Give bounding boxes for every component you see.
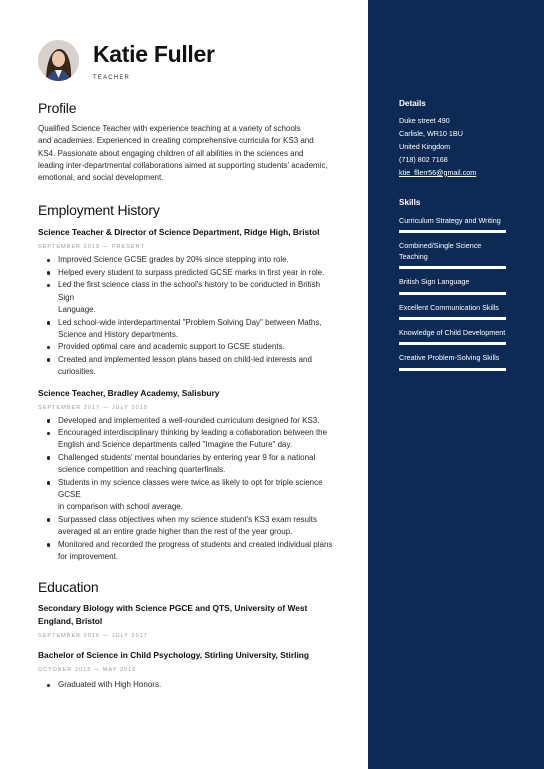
bullet-item [38, 341, 338, 353]
skill-name [399, 327, 506, 338]
text-line: and academies. Experienced in creating comprehensive curricula for KS3 and [38, 136, 314, 146]
country: United Kingdom [399, 141, 451, 151]
job-entry [38, 387, 338, 564]
bullet-item [38, 452, 338, 477]
job-entry [38, 226, 338, 378]
education-date: OCTOBER 2013 — MAY 2016 [38, 667, 137, 674]
bullet-item [38, 539, 338, 564]
employment-heading: Employment History [38, 202, 160, 219]
skill-item [399, 276, 506, 294]
text-line: Encouraged interdisciplinary thinking by leading a collaboration between the [58, 427, 328, 437]
name-block [93, 41, 215, 81]
phone: (718) 802 7168 [399, 154, 448, 164]
bullet-item [38, 354, 338, 379]
text-line: Language. [58, 305, 96, 315]
job-bullets [38, 254, 338, 378]
employment-list [38, 226, 338, 563]
text-line: KS4. Passionate about engaging children of all abilities in the sciences and [38, 148, 304, 158]
profile-text [38, 123, 336, 184]
sidebar [368, 0, 544, 769]
bullet-item [38, 679, 338, 691]
address-line-2: Carlisle, WR10 1BU [399, 128, 463, 138]
education-title [38, 649, 338, 662]
text-line: Secondary Biology with Science PGCE and QTS, University of West [38, 603, 308, 614]
text-line: averaged at an entire grade higher than the rest of the year group. [58, 527, 293, 537]
skill-item [399, 240, 506, 270]
job-date: SEPTEMBER 2017 — JULY 2019 [38, 404, 148, 411]
skills-list [399, 215, 506, 371]
skill-name [399, 215, 506, 226]
text-line: curiosities. [58, 367, 96, 377]
bullet-item [38, 267, 338, 279]
text-line: Monitored and recorded the progress of students and created individual plans [58, 539, 333, 549]
text-line: English and Science departments called "Imagine the Future" day. [58, 440, 293, 450]
education-entry [38, 602, 338, 640]
skill-name [399, 276, 506, 287]
bullet-item [38, 317, 338, 342]
person-role: TEACHER [93, 74, 131, 81]
bullet-item [38, 514, 338, 539]
text-line: Led school-wide interdepartmental "Problem Solving Day" between Maths, [58, 317, 322, 327]
skill-level-bar [399, 266, 506, 269]
bullet-item [38, 477, 338, 514]
skill-item [399, 352, 506, 370]
main-content [38, 99, 338, 692]
text-line: Combined/Single Science [399, 240, 482, 250]
text-line: science competition and reaching quarterfinals. [58, 465, 226, 475]
job-title: Science Teacher, Bradley Academy, Salisbury [38, 387, 220, 398]
profile-heading: Profile [38, 100, 77, 116]
text-line: Created and implemented lesson plans based on child-led interests and [58, 354, 312, 364]
bullet-item [38, 254, 338, 266]
education-date: SEPTEMBER 2016 — JULY 2017 [38, 633, 148, 640]
address-line-1: Duke street 490 [399, 116, 450, 125]
skill-item [399, 327, 506, 345]
details-block [399, 115, 506, 180]
text-line: Bachelor of Science in Child Psychology, Stirling University, Stirling [38, 650, 309, 661]
text-line: Students in my science classes were twice as likely to opt for triple science GCSE [58, 477, 323, 499]
text-line: England, Bristol [38, 616, 103, 627]
text-line: Graduated with High Honors. [58, 680, 162, 690]
text-line: Teaching [399, 252, 428, 262]
skill-item [399, 215, 506, 233]
skill-name [399, 302, 506, 313]
skill-level-bar [399, 317, 506, 320]
text-line: in comparison with school average. [58, 502, 183, 512]
text-line: Knowledge of Child Development [399, 328, 506, 338]
skill-name [399, 240, 506, 263]
text-line: Improved Science GCSE grades by 20% since stepping into role. [58, 255, 289, 265]
skill-name [399, 352, 506, 363]
person-name: Katie Fuller [93, 40, 215, 67]
bullet-item [38, 415, 338, 427]
skill-level-bar [399, 230, 506, 233]
text-line: Qualified Science Teacher with experience teaching at a variety of schools [38, 124, 301, 133]
bullet-item [38, 427, 338, 452]
skill-item [399, 302, 506, 320]
text-line: Science and History departments. [58, 329, 179, 339]
job-title: Science Teacher & Director of Science Department, Ridge High, Bristol [38, 227, 320, 238]
text-line: British Sign Language [399, 277, 470, 287]
text-line: Developed and implemented a well-rounded curriculum designed for KS3. [58, 415, 320, 425]
header [38, 40, 215, 81]
text-line: leading inter-departmental collaborations aimed at supporting students' academic, [38, 160, 328, 170]
skills-heading: Skills [399, 197, 421, 207]
education-bullets [38, 679, 338, 691]
avatar [38, 40, 79, 81]
education-entry [38, 649, 338, 691]
email-link[interactable]: ktie_fllerr56@gmail.com [399, 167, 477, 177]
text-line: emotional, and social development. [38, 173, 164, 183]
education-list [38, 602, 338, 691]
education-heading: Education [38, 579, 99, 596]
details-heading: Details [399, 99, 426, 108]
skill-level-bar [399, 342, 506, 345]
text-line: Helped every student to surpass predicted GCSE marks in first year in role. [58, 267, 325, 277]
text-line: Curriculum Strategy and Writing [399, 215, 501, 225]
text-line: Led the first science class in the school's history to be conducted in British Sign [58, 280, 321, 302]
skill-level-bar [399, 292, 506, 295]
education-title [38, 602, 338, 628]
job-bullets [38, 415, 338, 564]
text-line: Provided optimal care and academic support to GCSE students. [58, 342, 285, 352]
text-line: for improvement. [58, 552, 119, 562]
text-line: Excellent Communication Skills [399, 302, 499, 312]
job-date: SEPTEMBER 2019 — PRESENT [38, 244, 145, 251]
text-line: Surpassed class objectives when my science student's KS3 exam results [58, 514, 317, 524]
text-line: Creative Problem-Solving Skills [399, 353, 500, 363]
bullet-item [38, 279, 338, 316]
text-line: Challenged students' mental boundaries by entering year 9 for a national [58, 452, 316, 462]
skill-level-bar [399, 368, 506, 371]
